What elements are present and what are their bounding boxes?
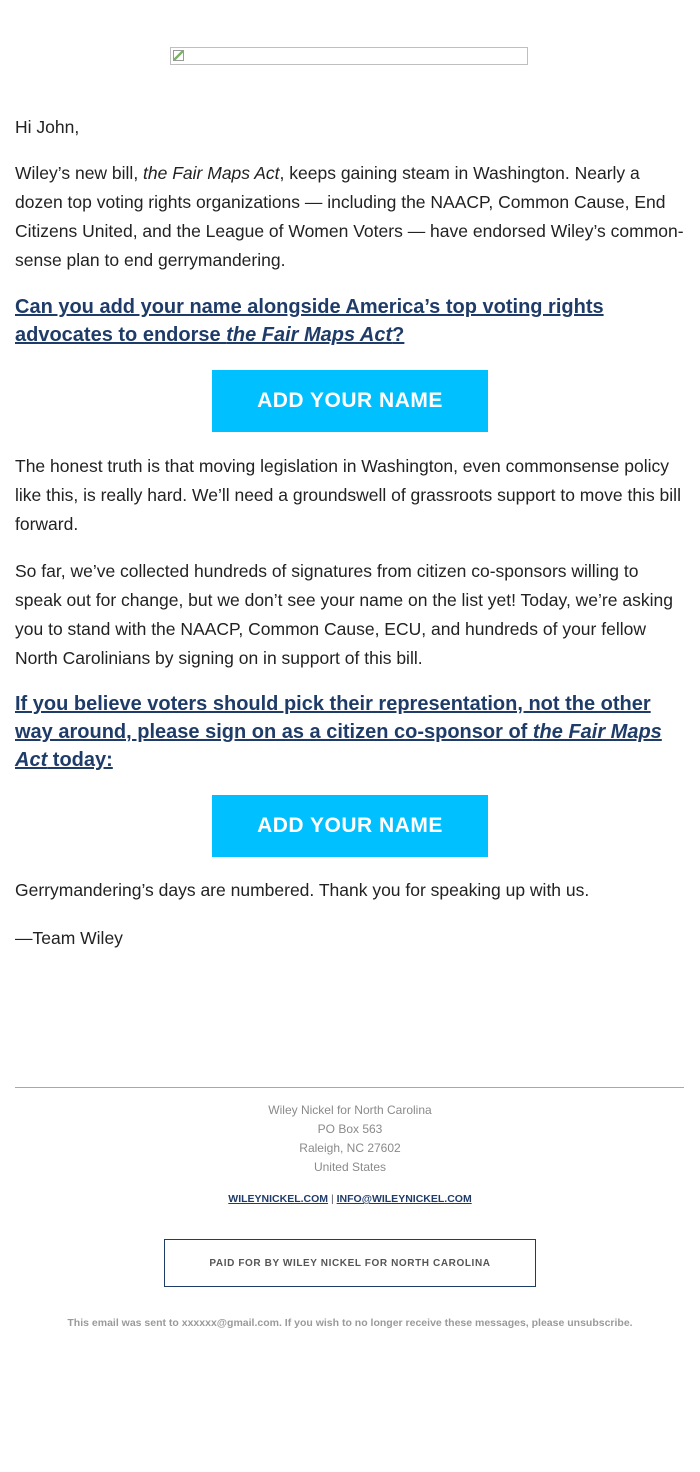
cta-link-1-wrap xyxy=(15,293,687,349)
website-link[interactable]: WILEYNICKEL.COM xyxy=(228,1193,329,1205)
broken-image-icon xyxy=(173,50,184,61)
signoff-text: —Team Wiley xyxy=(15,928,123,948)
footer-divider xyxy=(15,1087,684,1088)
paragraph-honest-truth xyxy=(15,452,687,539)
cta2-post: today: xyxy=(47,749,113,771)
email-link[interactable]: INFO@WILEYNICKEL.COM xyxy=(336,1193,472,1205)
paragraph-intro xyxy=(15,159,687,275)
footer-address-line2: Raleigh, NC 27602 xyxy=(299,1141,401,1155)
cta-link-2-wrap xyxy=(15,690,687,774)
header-logo-image xyxy=(170,47,528,65)
add-your-name-button[interactable]: ADD YOUR NAME xyxy=(212,795,488,857)
cta2-bill-name: the Fair Maps Act xyxy=(15,721,662,771)
footer-country: United States xyxy=(313,1160,387,1174)
unsubscribe-disclaimer: This email was sent to xxxxxx@gmail.com. If you wish to no longer receive these messages, please unsubscribe. xyxy=(67,1317,633,1329)
para1-post: , keeps gaining steam in Washington. Nearly a dozen top voting rights organizations — including the NAACP, Common Cause, End Citizens United, and the League of Women Voters — have endorsed Wiley’s common-sense plan to end gerrymandering. xyxy=(15,163,684,270)
footer-org-name: Wiley Nickel for North Carolina xyxy=(268,1103,432,1117)
paragraph-signatures xyxy=(15,557,687,673)
cta1-post: ? xyxy=(392,324,405,346)
paid-for-disclaimer-box xyxy=(164,1239,536,1287)
add-name-button-2-wrap xyxy=(212,795,488,857)
cta-link-cosponsor[interactable] xyxy=(15,690,687,774)
paragraph-closing xyxy=(15,876,687,905)
add-your-name-button[interactable]: ADD YOUR NAME xyxy=(212,370,488,432)
link-separator: | xyxy=(330,1193,334,1205)
cta-link-endorse[interactable] xyxy=(15,293,687,349)
paid-for-text: PAID FOR BY WILEY NICKEL FOR NORTH CAROLINA xyxy=(209,1257,491,1269)
footer-address-line1: PO Box 563 xyxy=(317,1122,383,1136)
para1-bill-name: the Fair Maps Act xyxy=(143,163,280,183)
greeting-text: Hi John, xyxy=(15,117,80,137)
cta1-bill-name: the Fair Maps Act xyxy=(226,324,393,346)
para1-pre: Wiley’s new bill, xyxy=(15,163,144,183)
signoff xyxy=(15,924,687,953)
paragraph-honest-truth-text: The honest truth is that moving legislation in Washington, even commonsense policy like this, is really hard. We’ll need a groundswell of grassroots support to move this bill forward. xyxy=(15,456,681,534)
cta1-pre: Can you add your name alongside America’s top voting rights advocates to endorse xyxy=(15,296,604,346)
paragraph-closing-text: Gerrymandering’s days are numbered. Thank you for speaking up with us. xyxy=(15,880,590,900)
add-name-button-1-wrap xyxy=(212,370,488,432)
paragraph-intro-text xyxy=(15,159,687,275)
cta2-pre: If you believe voters should pick their representation, not the other way around, please sign on as a citizen co-sponsor of xyxy=(15,693,651,743)
footer-links xyxy=(0,1191,700,1207)
greeting xyxy=(15,113,687,142)
paragraph-signatures-text: So far, we’ve collected hundreds of signatures from citizen co-sponsors willing to speak out for change, but we don’t see your name on the list yet! Today, we’re asking you to stand with the NAACP, Common Cause, ECU, and hundreds of your fellow North Carolinians by signing on in support of this bill. xyxy=(15,561,673,668)
